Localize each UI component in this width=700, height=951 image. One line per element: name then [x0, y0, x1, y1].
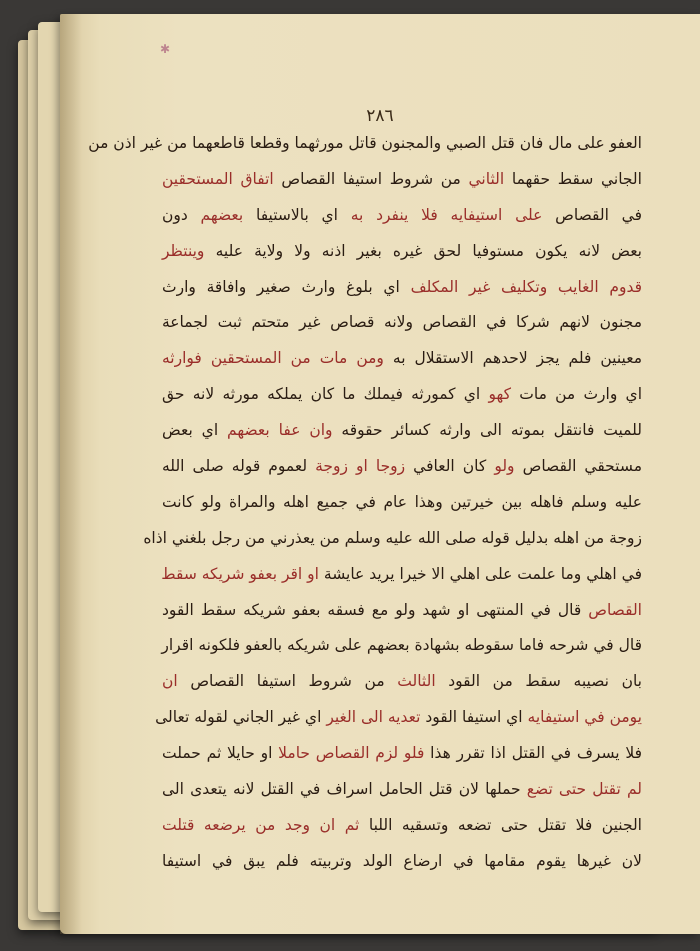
manuscript-page — [60, 14, 700, 934]
rubric-text: تعديه الى الغير — [326, 708, 421, 727]
page-number: ٢٨٦ — [366, 106, 394, 126]
text-line — [162, 341, 642, 377]
text-line — [162, 449, 642, 485]
rubric-text: كهو — [488, 385, 512, 404]
body-text: اي بلوغ وارث صغير وافاقة وارث — [162, 277, 411, 296]
text-line — [162, 772, 642, 808]
body-text: اي غير الجاني لقوله تعالى — [155, 708, 327, 727]
rubric-text: ثم ان وجد من يرضعه قتلت — [162, 815, 360, 834]
rubric-text: وان عفا بعضهم — [227, 421, 333, 440]
rubric-text: لم تقتل حتى تضع — [526, 780, 642, 799]
rubric-text: فلو لزم القصاص حاملا — [278, 744, 425, 763]
text-line — [162, 377, 642, 413]
text-line — [162, 844, 642, 880]
body-text: كان العافي — [405, 457, 495, 476]
body-text: اي بعض — [162, 421, 228, 440]
text-line — [162, 198, 642, 234]
rubric-text: القصاص — [588, 600, 642, 619]
text-line — [162, 736, 642, 772]
body-text: الجاني سقط حقهما — [504, 169, 642, 188]
body-text: اي بالاستيفا — [243, 205, 351, 224]
body-text: او حايلا ثم حملت — [162, 744, 279, 763]
body-text: اي استيفا القود — [420, 708, 528, 727]
text-line — [162, 162, 642, 198]
body-text: بعض لانه يكون مستوفيا لحق غيره بغير اذنه ولا ولاية عليه — [204, 241, 642, 260]
rubric-text: ان — [162, 672, 178, 691]
text-line — [162, 593, 642, 629]
rubric-text: قدوم الغايب وتكليف غير المكلف — [410, 277, 643, 296]
rubric-text: على استيفايه فلا ينفرد به — [350, 205, 543, 224]
ink-smudge-icon: ✱ — [160, 42, 171, 56]
body-text: فلا يسرف في القتل اذا تقرر هذا — [424, 744, 642, 763]
text-line — [155, 700, 642, 736]
text-line — [162, 270, 642, 306]
rubric-text: بعضهم — [200, 205, 244, 224]
text-line — [162, 234, 642, 270]
body-text: العفو علی مال فان قتل الصبي والمجنون قاتل مورثهما وقطعا قاطعهما من غير اذن من — [88, 134, 642, 152]
text-line — [162, 664, 642, 700]
body-text: اي وارث من مات — [511, 385, 642, 404]
body-text: دون — [162, 205, 201, 224]
binding-gutter — [60, 14, 82, 934]
text-line — [162, 485, 642, 521]
text-line — [162, 628, 642, 664]
rubric-text: الثاني — [468, 169, 505, 188]
rubric-text: ومن مات من المستحقين فوارثه — [162, 349, 384, 368]
rubric-text: يومن في استيفايه — [527, 708, 642, 727]
rubric-text: اتفاق المستحقين — [162, 169, 274, 188]
rubric-text: زوجا او زوجة — [315, 457, 406, 476]
body-text: مجنون لانهم شركا في القصاص ولانه قصاص غير متحتم ثبت لجماعة — [162, 313, 642, 332]
text-line — [162, 557, 642, 593]
manuscript-text — [88, 126, 643, 880]
body-text: لان غيرها يقوم مقامها في ارضاع الولد وتربيته فلم يبق في استيفا — [162, 851, 642, 870]
rubric-text: او اقر بعفو شريكه سقط — [161, 564, 319, 583]
body-text: الجنين فلا تقتل حتى تضعه وتسقيه اللبا — [359, 815, 642, 834]
body-text: من شروط استيفا القصاص — [177, 672, 398, 691]
text-line — [162, 413, 642, 449]
rubric-text: الثالث — [397, 672, 436, 691]
body-text: للميت فانتقل بموته الى وارثه كسائر حقوقه — [332, 421, 642, 440]
body-text: في القصاص — [542, 205, 642, 224]
body-text: من شروط استيفا القصاص — [273, 169, 469, 188]
rubric-text: ولو — [494, 457, 515, 476]
body-text: لعموم قوله صلى الله — [162, 457, 316, 476]
text-line — [162, 305, 642, 341]
body-text: معينين فلم يجز لاحدهم الاستقلال به — [383, 349, 642, 368]
body-text: حملها لان قتل الحامل اسراف في القتل لانه يتعدى الى — [162, 780, 527, 799]
text-line — [88, 126, 642, 162]
rubric-text: وينتظر — [162, 241, 205, 260]
body-text: قال في المنتهى او شهد ولو مع فسقه بعفو شريكه سقط القود — [162, 600, 589, 619]
body-text: في اهلي وما علمت على اهلي الا خيرا يريد عايشة — [318, 564, 642, 583]
body-text: مستحقي القصاص — [514, 457, 642, 476]
text-line — [162, 808, 642, 844]
body-text: عليه وسلم فاهله بين خيرتين وهذا عام في جميع اهله والمراة ولو كانت — [162, 492, 642, 511]
body-text: زوجة من اهله بدليل قوله صلى الله عليه وسلم من يعذرني من رجل بلغني اذاه — [143, 528, 642, 547]
body-text: قال في شرحه فاما سقوطه بشهادة بعضهم على شريكه بالعفو فلكونه اقرار — [161, 636, 642, 655]
text-line — [143, 521, 642, 557]
body-text: بان نصيبه سقط من القود — [435, 672, 642, 691]
body-text: اي كمورثه فيملك ما كان يملكه مورثه لانه حق — [162, 385, 489, 404]
